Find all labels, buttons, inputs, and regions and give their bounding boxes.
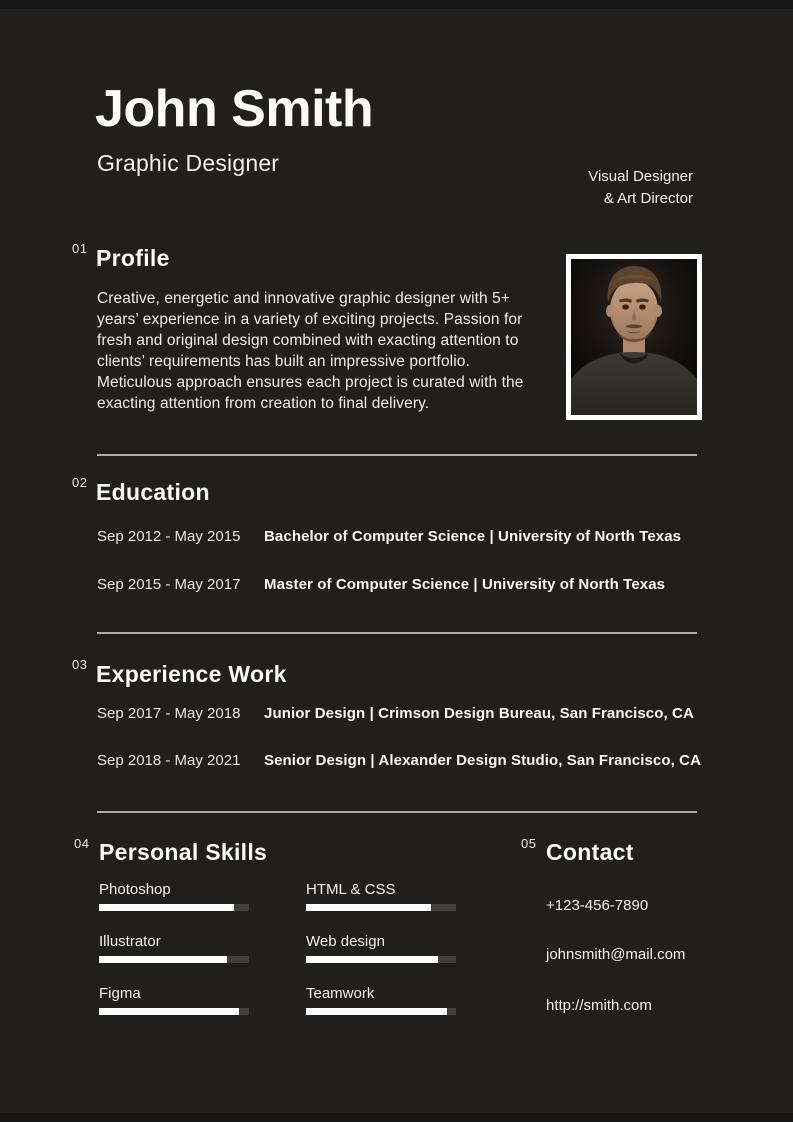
skill-item [306,933,456,963]
tagline-line-1: Visual Designer [588,168,693,185]
skill-bar-fill [99,904,234,911]
education-dates: Sep 2015 - May 2017 [97,576,241,593]
skill-item [99,881,249,911]
experience-detail: Junior Design | Crimson Design Bureau, San Francisco, CA [264,705,694,722]
section-heading-experience: Experience Work [96,661,287,687]
section-divider [97,454,697,456]
education-row [97,576,665,593]
section-heading-skills: Personal Skills [99,839,268,865]
section-number-contact: 05 [521,836,537,851]
skills-grid [99,881,456,1015]
profile-photo-frame [566,254,702,420]
skill-item [306,985,456,1015]
skill-label: Teamwork [306,985,375,1002]
section-divider [97,632,697,634]
skill-bar-track [99,956,249,963]
skill-bar-fill [99,956,227,963]
education-detail: Bachelor of Computer Science | University of North Texas [264,528,682,545]
section-divider [97,811,697,813]
top-edge-strip [0,0,793,9]
skill-item [306,881,456,911]
experience-dates: Sep 2018 - May 2021 [97,752,241,769]
skill-label: HTML & CSS [306,881,396,898]
skill-bar-fill [306,956,438,963]
name-heading: John Smith [95,80,374,138]
contact-phone: +123-456-7890 [546,897,649,914]
skill-bar-fill [99,1008,239,1015]
skill-label: Illustrator [99,933,161,950]
education-dates: Sep 2012 - May 2015 [97,528,241,545]
skill-label: Web design [306,933,385,950]
skill-label: Figma [99,985,141,1002]
section-number-profile: 01 [72,241,88,256]
experience-row [97,705,694,722]
skill-bar-fill [306,1008,447,1015]
skill-item [99,985,249,1015]
tagline-line-2: & Art Director [603,189,693,207]
skill-bar-track [306,904,456,911]
experience-detail: Senior Design | Alexander Design Studio, San Francisco, CA [264,752,702,769]
skill-label: Photoshop [99,881,171,898]
bottom-edge-strip [0,1113,793,1122]
portrait-image [571,259,697,415]
experience-row [97,752,701,769]
tagline [588,166,693,209]
contact-website: http://smith.com [546,997,652,1014]
skill-bar-fill [306,904,431,911]
skill-bar-track [99,904,249,911]
skill-bar-track [99,1008,249,1015]
profile-text: Creative, energetic and innovative graphic designer with 5+ years’ experience in a variety of exciting projects. Passion for fresh and original design combined with exacting attention to clients’ requirements has built an impressive portfolio. Meticulous approach ensures each project is curated with the exacting attention from creation to final delivery. [97,290,524,412]
skill-item [99,933,249,963]
section-number-experience: 03 [72,657,88,672]
section-heading-contact: Contact [546,839,634,865]
skill-bar-track [306,1008,456,1015]
skill-bar-track [306,956,456,963]
section-number-skills: 04 [74,836,90,851]
experience-dates: Sep 2017 - May 2018 [97,705,241,722]
section-heading-education: Education [96,479,210,505]
section-number-education: 02 [72,475,88,490]
job-title: Graphic Designer [97,150,280,176]
education-row [97,528,681,545]
contact-email: johnsmith@mail.com [546,946,686,963]
education-detail: Master of Computer Science | University of North Texas [264,576,666,593]
section-heading-profile: Profile [96,245,170,271]
